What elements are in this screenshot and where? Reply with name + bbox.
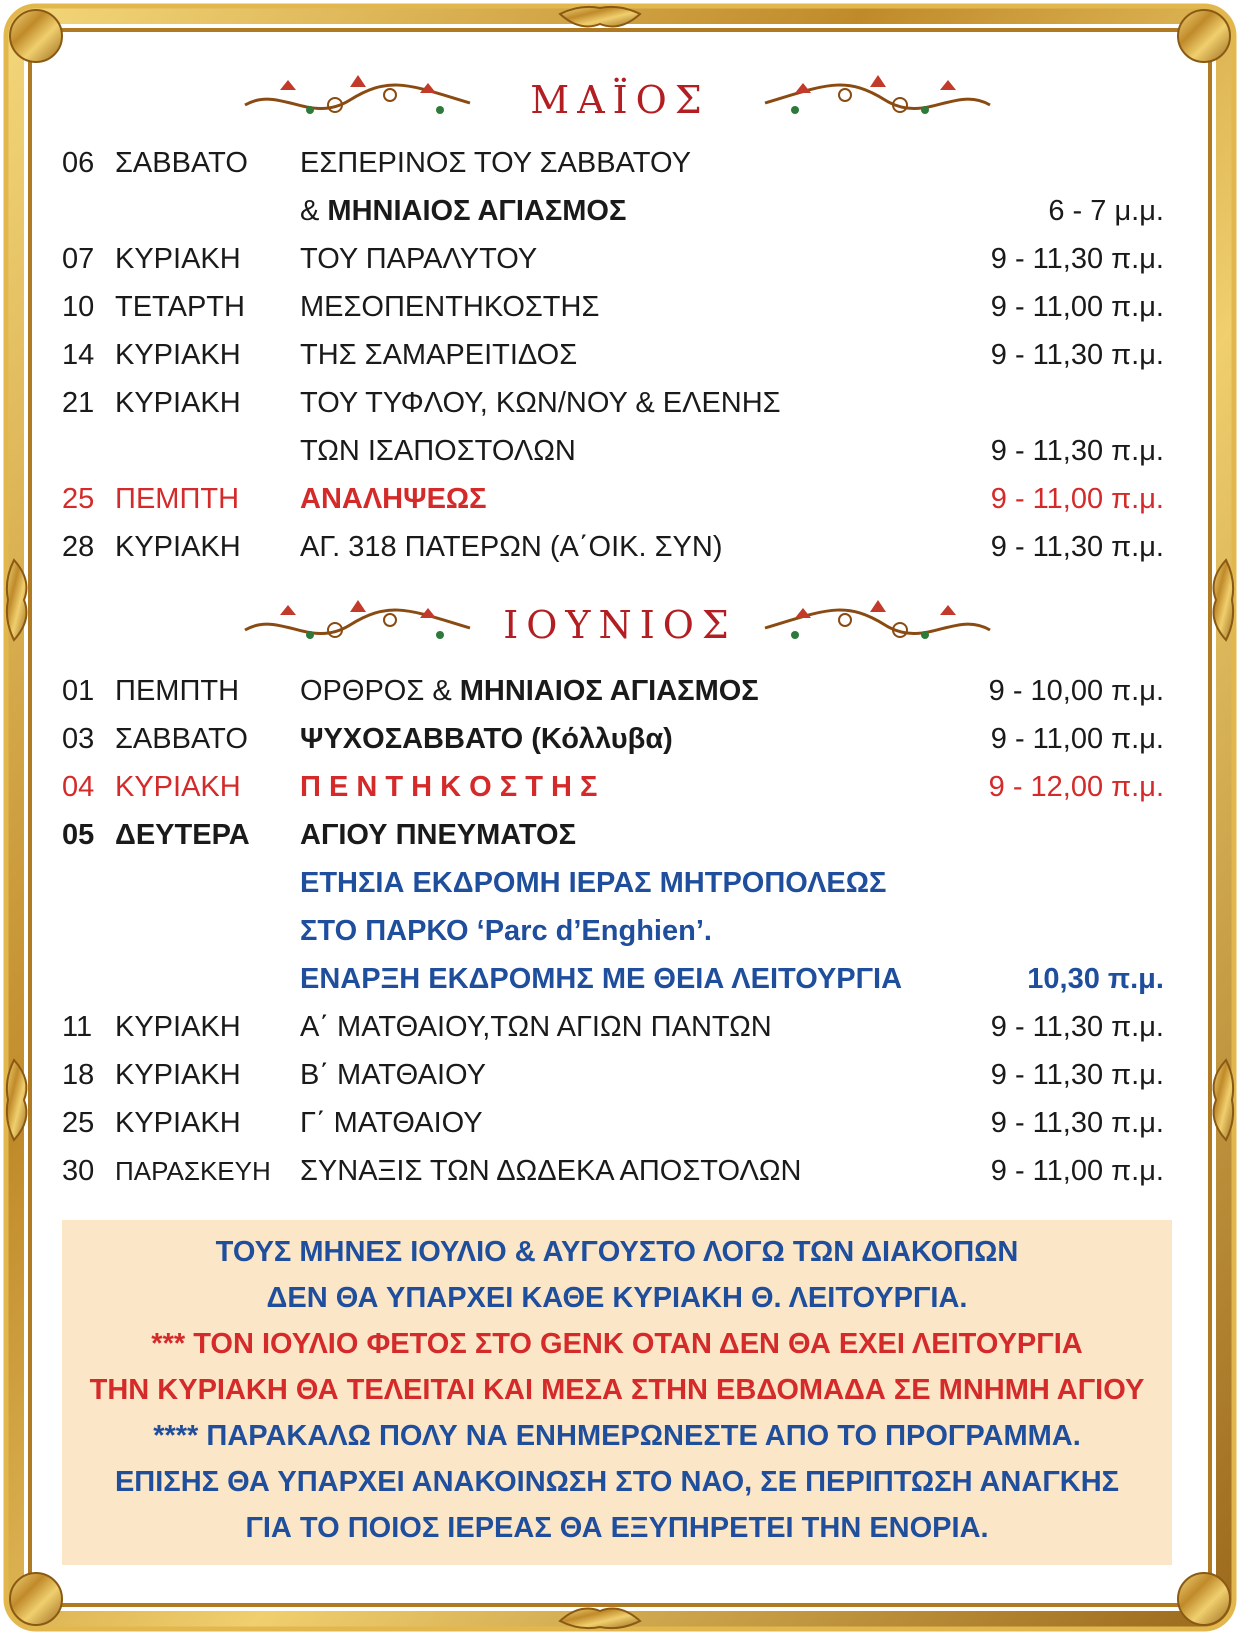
event-time: 9 - 11,30 π.μ. <box>990 1059 1164 1091</box>
event-time: 9 - 11,00 π.μ. <box>990 1155 1164 1187</box>
event-name: Β΄ ΜΑΤΘΑΙΟΥ <box>300 1059 486 1091</box>
schedule-row <box>0 524 1240 570</box>
month-title: ΙΟΥΝΙΟΣ <box>503 603 737 647</box>
event-name: ΣΥΝΑΞΙΣ ΤΩΝ ΔΩΔΕΚΑ ΑΠΟΣΤΟΛΩΝ <box>300 1155 802 1187</box>
weekday: ΣΑΒΒΑΤΟ <box>115 147 248 179</box>
notice-box <box>62 1220 1172 1565</box>
day-number: 21 <box>62 387 95 419</box>
event-time: 9 - 11,00 π.μ. <box>990 483 1164 515</box>
schedule-row-bold <box>0 812 1240 858</box>
schedule-row <box>0 1148 1240 1194</box>
event-name: ΑΓΙΟΥ ΠΝΕΥΜΑΤΟΣ <box>300 819 576 851</box>
schedule-row-excursion <box>0 908 1240 954</box>
day-number: 04 <box>62 771 95 803</box>
day-number: 18 <box>62 1059 95 1091</box>
weekday: ΚΥΡΙΑΚΗ <box>115 339 241 371</box>
schedule-row <box>0 188 1240 234</box>
event-time: 9 - 11,30 π.μ. <box>990 1011 1164 1043</box>
weekday: ΚΥΡΙΑΚΗ <box>115 1107 241 1139</box>
event-name: ΨΥΧΟΣΑΒΒΑΤΟ (Κόλλυβα) <box>300 723 673 755</box>
day-number: 25 <box>62 483 95 515</box>
event-prefix: & <box>300 195 328 227</box>
event-name: ΕΤΗΣΙΑ ΕΚΔΡΟΜΗ ΙΕΡΑΣ ΜΗΤΡΟΠΟΛΕΩΣ <box>300 867 887 899</box>
day-number: 05 <box>62 819 95 851</box>
event-name: ΤΟΥ ΤΥΦΛΟΥ, ΚΩΝ/ΝΟΥ & ΕΛΕΝΗΣ <box>300 387 781 419</box>
event-name: Γ΄ ΜΑΤΘΑΙΟΥ <box>300 1107 483 1139</box>
schedule-row <box>0 332 1240 378</box>
schedule-row <box>0 668 1240 714</box>
schedule-row <box>0 140 1240 186</box>
schedule-row <box>0 1100 1240 1146</box>
day-number: 28 <box>62 531 95 563</box>
schedule-row <box>0 1004 1240 1050</box>
event-time: 9 - 11,00 π.μ. <box>990 291 1164 323</box>
event-name: Π Ε Ν Τ Η Κ Ο Σ Τ Η Σ <box>300 771 598 803</box>
event-name <box>300 188 626 234</box>
notice-line: *** ΤΟΝ ΙΟΥΛΙΟ ΦΕΤΟΣ ΣΤΟ GENK ΟΤΑΝ ΔΕΝ ΘΑ ΕΧΕΙ ΛΕΙΤΟΥΡΓΙΑ <box>151 1328 1083 1360</box>
event-time: 9 - 11,30 π.μ. <box>990 531 1164 563</box>
event-time: 9 - 12,00 π.μ. <box>988 771 1164 803</box>
event-name: ΣΤΟ ΠΑΡΚΟ ‘Parc d’Enghien’. <box>300 915 712 947</box>
event-name: Α΄ ΜΑΤΘΑΙΟΥ,ΤΩΝ ΑΓΙΩΝ ΠΑΝΤΩΝ <box>300 1011 772 1043</box>
weekday: ΚΥΡΙΑΚΗ <box>115 771 241 803</box>
event-time: 9 - 10,00 π.μ. <box>988 675 1164 707</box>
day-number: 11 <box>62 1011 93 1043</box>
weekday: ΚΥΡΙΑΚΗ <box>115 1059 241 1091</box>
schedule-row <box>0 380 1240 426</box>
event-time: 9 - 11,30 π.μ. <box>990 339 1164 371</box>
event-time: 9 - 11,30 π.μ. <box>990 1107 1164 1139</box>
schedule-row-feast <box>0 764 1240 810</box>
notice-line: ΓΙΑ ΤΟ ΠΟΙΟΣ ΙΕΡΕΑΣ ΘΑ ΕΞΥΠΗΡΕΤΕΙ ΤΗΝ ΕΝΟΡΙΑ. <box>245 1512 989 1544</box>
schedule-row <box>0 236 1240 282</box>
schedule-row <box>0 716 1240 762</box>
weekday: ΚΥΡΙΑΚΗ <box>115 1011 241 1043</box>
event-time: 9 - 11,30 π.μ. <box>990 243 1164 275</box>
schedule-row-excursion <box>0 860 1240 906</box>
schedule-row-excursion <box>0 956 1240 1002</box>
day-number: 01 <box>62 675 95 707</box>
event-time: 9 - 11,00 π.μ. <box>990 723 1164 755</box>
event-name: ΕΝΑΡΞΗ ΕΚΔΡΟΜΗΣ ΜΕ ΘΕΙΑ ΛΕΙΤΟΥΡΓΙΑ <box>300 963 903 995</box>
notice-line: **** ΠΑΡΑΚΑΛΩ ΠΟΛΥ ΝΑ ΕΝΗΜΕΡΩΝΕΣΤΕ ΑΠΟ ΤΟ ΠΡΟΓΡΑΜΜΑ. <box>153 1420 1081 1452</box>
ornament-right-icon <box>755 590 995 660</box>
ornament-right-icon <box>755 65 995 135</box>
event-time: 9 - 11,30 π.μ. <box>990 435 1164 467</box>
weekday: ΠΕΜΠΤΗ <box>115 675 240 707</box>
notice-line: ΤΗΝ ΚΥΡΙΑΚΗ ΘΑ ΤΕΛΕΙΤΑΙ ΚΑΙ ΜΕΣΑ ΣΤΗΝ ΕΒΔΟΜΑΔΑ ΣΕ ΜΝΗΜΗ ΑΓΙΟΥ <box>89 1374 1145 1406</box>
weekday: ΚΥΡΙΑΚΗ <box>115 387 241 419</box>
notice-line: ΔΕΝ ΘΑ ΥΠΑΡΧΕΙ ΚΑΘΕ ΚΥΡΙΑΚΗ Θ. ΛΕΙΤΟΥΡΓΙΑ. <box>266 1282 968 1314</box>
event-time: 6 - 7 μ.μ. <box>1048 195 1164 227</box>
weekday: ΔΕΥΤΕΡΑ <box>115 819 250 851</box>
weekday: ΠΕΜΠΤΗ <box>115 483 240 515</box>
event-name: ΤΩΝ ΙΣΑΠΟΣΤΟΛΩΝ <box>300 435 576 467</box>
event-name: ΤΟΥ ΠΑΡΑΛΥΤΟΥ <box>300 243 538 275</box>
event-bold: ΜΗΝΙΑΙΟΣ ΑΓΙΑΣΜΟΣ <box>459 675 759 707</box>
notice-line: ΕΠΙΣΗΣ ΘΑ ΥΠΑΡΧΕΙ ΑΝΑΚΟΙΝΩΣΗ ΣΤΟ ΝΑΟ, ΣΕ ΠΕΡΙΠΤΩΣΗ ΑΝΑΓΚΗΣ <box>114 1466 1120 1498</box>
weekday: ΚΥΡΙΑΚΗ <box>115 243 241 275</box>
schedule-row <box>0 284 1240 330</box>
event-name: ΑΝΑΛΗΨΕΩΣ <box>300 483 487 515</box>
event-name <box>300 668 759 714</box>
day-number: 30 <box>62 1155 95 1187</box>
weekday: ΠΑΡΑΣΚΕΥΗ <box>115 1156 271 1186</box>
day-number: 07 <box>62 243 95 275</box>
day-number: 03 <box>62 723 95 755</box>
month-title: ΜΑΪΟΣ <box>530 78 710 122</box>
event-name: ΤΗΣ ΣΑΜΑΡΕΙΤΙΔΟΣ <box>300 339 578 371</box>
event-name: ΕΣΠΕΡΙΝΟΣ ΤΟΥ ΣΑΒΒΑΤΟΥ <box>300 147 691 179</box>
schedule-row-feast <box>0 476 1240 522</box>
weekday: ΣΑΒΒΑΤΟ <box>115 723 248 755</box>
month-header-may <box>0 65 1240 135</box>
event-bold: ΜΗΝΙΑΙΟΣ ΑΓΙΑΣΜΟΣ <box>327 195 627 227</box>
day-number: 10 <box>62 291 95 323</box>
notice-line: ΤΟΥΣ ΜΗΝΕΣ ΙΟΥΛΙΟ & ΑΥΓΟΥΣΤΟ ΛΟΓΩ ΤΩΝ ΔΙΑΚΟΠΩΝ <box>215 1236 1019 1268</box>
weekday: ΚΥΡΙΑΚΗ <box>115 531 241 563</box>
day-number: 06 <box>62 147 95 179</box>
event-name: ΑΓ. 318 ΠΑΤΕΡΩΝ (Α΄ΟΙΚ. ΣΥΝ) <box>300 531 723 563</box>
schedule-row <box>0 428 1240 474</box>
weekday: ΤΕΤΑΡΤΗ <box>115 291 245 323</box>
day-number: 14 <box>62 339 95 371</box>
event-prefix: ΟΡΘΡΟΣ & <box>300 675 460 707</box>
schedule-row <box>0 1052 1240 1098</box>
month-header-june <box>0 590 1240 660</box>
event-time: 10,30 π.μ. <box>1027 963 1164 995</box>
day-number: 25 <box>62 1107 95 1139</box>
event-name: ΜΕΣΟΠΕΝΤΗΚΟΣΤΗΣ <box>300 291 600 323</box>
